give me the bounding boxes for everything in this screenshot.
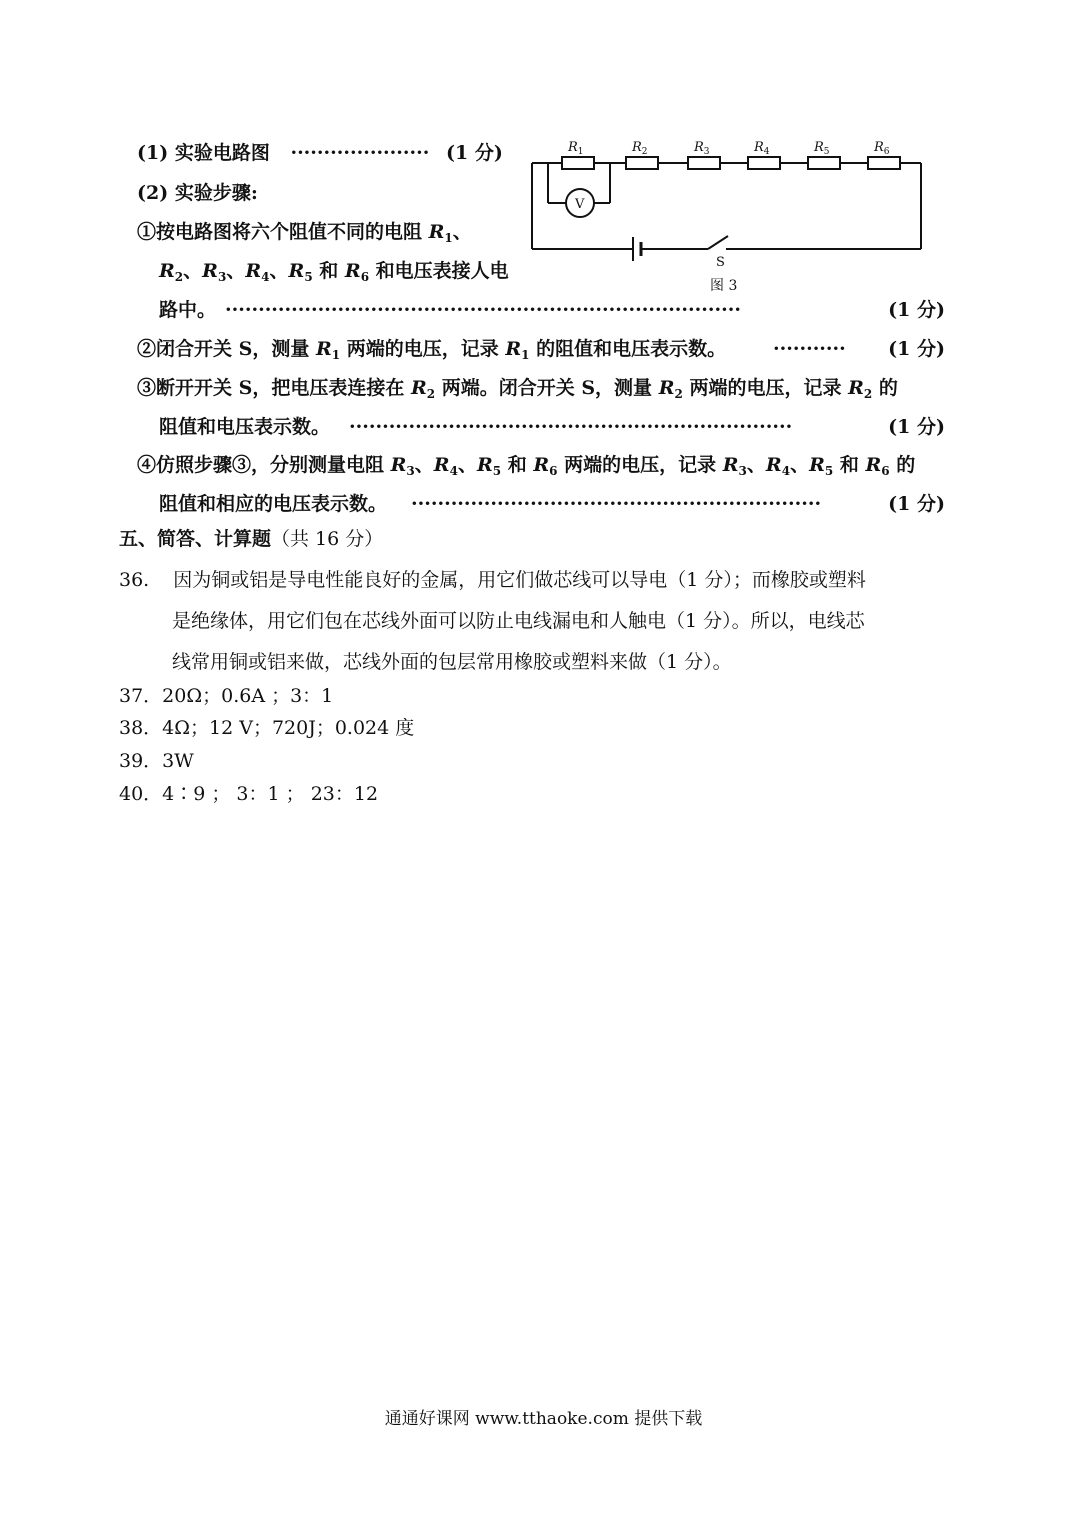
step3-line2: 阻值和电压表示数。 ··································································· (1 分) [159,416,945,438]
step1-line1: ①按电路图将六个阻值不同的电阻 $R_1$、 [137,221,472,245]
voltmeter-label: V [575,197,585,212]
label-r2: $R_2$ [632,140,648,157]
label-r5: $R_5$ [814,140,830,157]
label-r6: $R_6$ [874,140,890,157]
step1-line3: 路中。 ·············································································· (1 分) [159,299,945,321]
circuit-diagram-line: (1) 实验电路图 ····················· (1 分) [137,142,503,164]
q38-answer: 38．4Ω；12 V；720J；0.024 度 [119,717,415,739]
steps-heading: (2) 实验步骤: [137,182,258,204]
step3-line1: ③断开开关 S，把电压表连接在 $R_2$ 两端。闭合开关 S，测量 $R_2$ 两端的电压，记录 $R_2$ 的 [137,377,898,401]
q36-line2: 是绝缘体，用它们包在芯线外面可以防止电线漏电和人触电（1 分）。所以，电线芯 [172,610,865,632]
q39-answer: 39．3W [119,750,194,772]
step1-line2: $R_2$、$R_3$、$R_4$、$R_5$ 和 $R_6$ 和电压表接人电 [159,260,509,284]
label-r3: $R_3$ [694,140,710,157]
label-r4: $R_4$ [754,140,770,157]
q36-line1: 36. 因为铜或铝是导电性能良好的金属，用它们做芯线可以导电（1 分）；而橡胶或塑料 [119,569,866,591]
q36-line3: 线常用铜或铝来做，芯线外面的包层常用橡胶或塑料来做（1 分）。 [172,651,732,673]
step4-line1: ④仿照步骤③，分别测量电阻 $R_3$、$R_4$、$R_5$ 和 $R_6$ 两端的电压，记录 $R_3$、$R_4$、$R_5$ 和 $R_6$ 的 [137,454,916,478]
q37-answer: 37．20Ω；0.6A ；3：1 [119,685,334,707]
step2-line: ②闭合开关 S，测量 $R_1$ 两端的电压，记录 $R_1$ 的阻值和电压表示数。 ··········· (1 分) [137,338,945,362]
section5-heading: 五、简答、计算题（共 16 分） [119,528,384,550]
circuit-diagram [528,133,928,293]
footer-text: 通通好课网 www.tthaoke.com 提供下载 [384,1409,703,1429]
label-r1: $R_1$ [568,140,584,157]
q40-answer: 40．4∶9 ； 3：1 ； 23：12 [119,783,379,805]
step4-line2: 阻值和相应的电压表示数。 ······························································ (1 分) [159,493,945,515]
switch-label: S [716,255,725,270]
figure-caption: 图 3 [710,278,738,293]
